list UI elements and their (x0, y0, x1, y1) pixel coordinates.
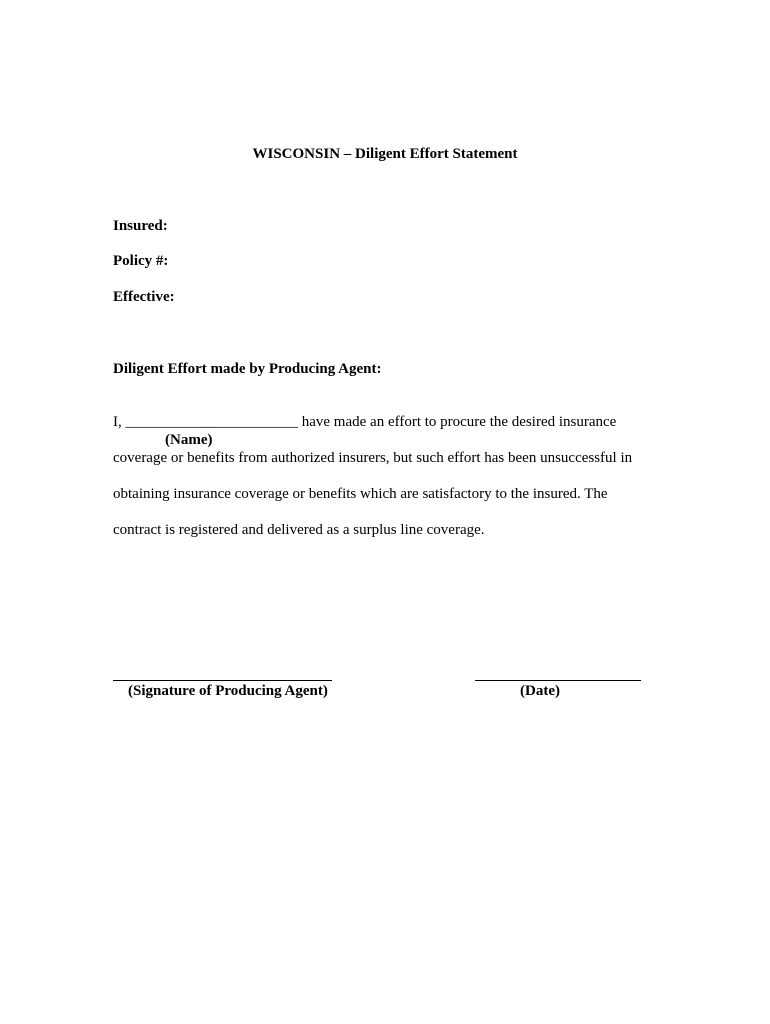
statement-line-1: I, _______________________ have made an effort to procure the desired insurance (113, 414, 617, 430)
date-caption: (Date) (520, 683, 560, 699)
agent-signature-line (113, 680, 332, 681)
section-heading: Diligent Effort made by Producing Agent: (113, 361, 382, 377)
date-line (475, 680, 641, 681)
name-caption: (Name) (165, 432, 213, 448)
effective-label: Effective: (113, 289, 175, 305)
agent-signature-caption: (Signature of Producing Agent) (128, 683, 328, 699)
document-title: WISCONSIN – Diligent Effort Statement (252, 146, 518, 162)
policy-number-label: Policy #: (113, 253, 169, 269)
insured-label: Insured: (113, 218, 168, 234)
statement-line-4: contract is registered and delivered as a surplus line coverage. (113, 522, 485, 538)
statement-line-2: coverage or benefits from authorized insurers, but such effort has been unsuccessful in (113, 450, 633, 466)
statement-line-3: obtaining insurance coverage or benefits which are satisfactory to the insured. The (113, 486, 608, 502)
